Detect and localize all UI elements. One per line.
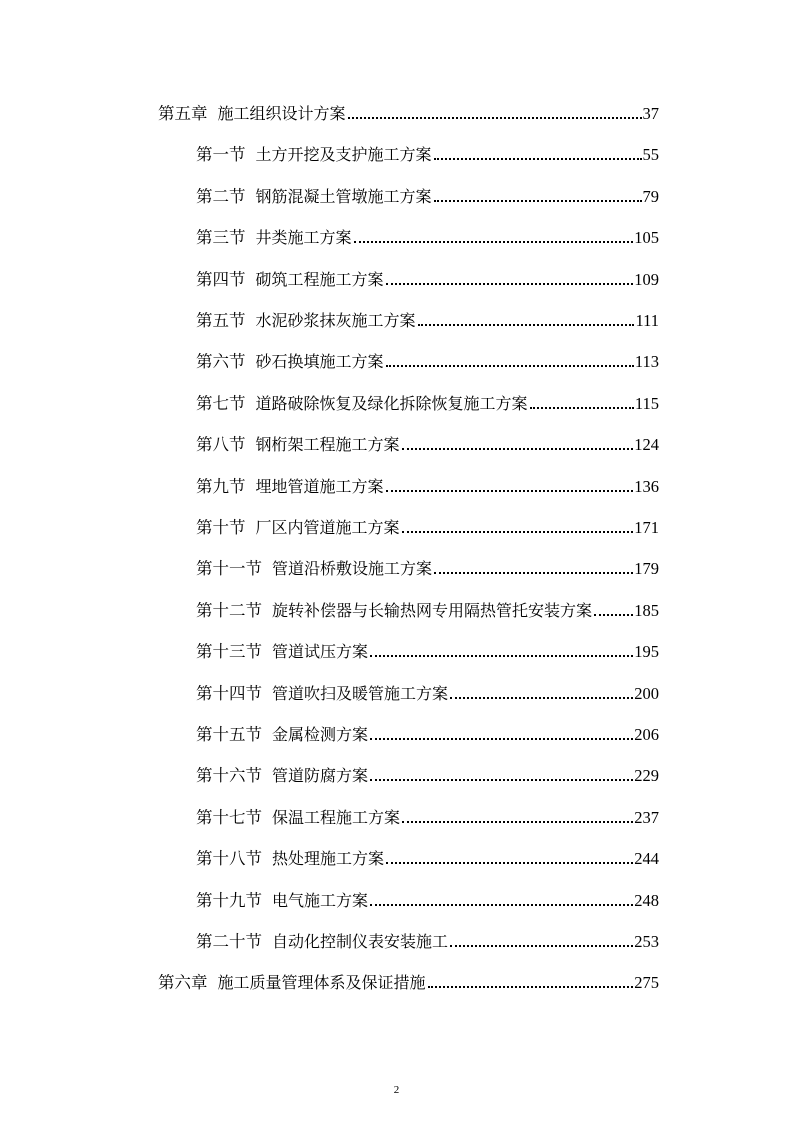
toc-entry-number: 第十五节 bbox=[196, 725, 262, 744]
toc-entry-number: 第五章 bbox=[158, 104, 208, 123]
toc-section-entry[interactable] bbox=[196, 674, 659, 704]
toc-entry-title: 土方开挖及支护施工方案 bbox=[255, 145, 432, 165]
toc-leader-dots bbox=[402, 821, 633, 823]
toc-entry-number: 第六节 bbox=[196, 352, 246, 372]
toc-entry-page: 124 bbox=[634, 435, 659, 455]
toc-section-entry[interactable] bbox=[196, 425, 659, 455]
toc-leader-dots bbox=[370, 779, 633, 781]
toc-leader-dots bbox=[428, 986, 634, 988]
toc-entry-page: 253 bbox=[634, 932, 659, 951]
toc-entry-title: 钢桁架工程施工方案 bbox=[255, 435, 400, 455]
toc-entry-page: 136 bbox=[634, 476, 659, 496]
toc-entry-title: 井类施工方案 bbox=[255, 228, 352, 248]
toc-entry-title: 管道试压方案 bbox=[272, 642, 369, 662]
toc-entry-title: 施工组织设计方案 bbox=[217, 104, 346, 123]
toc-leader-dots bbox=[450, 945, 633, 947]
toc-section-entry[interactable] bbox=[196, 549, 659, 579]
toc-entry-number: 第四节 bbox=[196, 269, 246, 289]
toc-entry-title: 水泥砂浆抹灰施工方案 bbox=[255, 311, 416, 330]
toc-entry-title: 金属检测方案 bbox=[272, 725, 369, 744]
toc-section-entry[interactable] bbox=[196, 508, 659, 538]
toc-leader-dots bbox=[434, 572, 633, 574]
page-number: 2 bbox=[393, 1084, 400, 1096]
toc-entry-page: 275 bbox=[634, 973, 659, 993]
toc-section-entry[interactable] bbox=[196, 798, 659, 828]
toc-entry-title: 电气施工方案 bbox=[272, 890, 369, 910]
toc-section-entry[interactable] bbox=[196, 301, 659, 331]
toc-entry-number: 第十八节 bbox=[196, 849, 262, 869]
toc-entry-number: 第十二节 bbox=[196, 600, 262, 620]
toc-entry-page: 200 bbox=[634, 683, 659, 703]
toc-section-entry[interactable] bbox=[196, 922, 659, 952]
toc-entry-title: 埋地管道施工方案 bbox=[255, 476, 384, 496]
toc-section-entry[interactable] bbox=[196, 177, 659, 207]
toc-entry-title: 钢筋混凝土管墩施工方案 bbox=[255, 186, 432, 206]
toc-entry-title: 自动化控制仪表安装施工 bbox=[272, 932, 449, 951]
toc-entry-title: 管道沿桥敷设施工方案 bbox=[272, 559, 433, 579]
toc-entry-title: 道路破除恢复及绿化拆除恢复施工方案 bbox=[255, 393, 528, 413]
toc-leader-dots bbox=[386, 490, 634, 492]
toc-entry-title: 施工质量管理体系及保证措施 bbox=[217, 973, 426, 993]
toc-entry-number: 第十三节 bbox=[196, 642, 262, 662]
toc-leader-dots bbox=[418, 324, 635, 326]
toc-entry-page: 111 bbox=[635, 311, 659, 330]
toc-leader-dots bbox=[370, 655, 633, 657]
toc-entry-page: 185 bbox=[634, 600, 659, 620]
toc-section-entry[interactable] bbox=[196, 135, 659, 165]
toc-leader-dots bbox=[450, 697, 633, 699]
toc-entry-number: 第六章 bbox=[158, 973, 208, 993]
toc-entry-title: 管道防腐方案 bbox=[272, 766, 369, 786]
toc-entry-number: 第一节 bbox=[196, 145, 246, 165]
toc-entry-page: 179 bbox=[634, 559, 659, 579]
toc-entry-title: 保温工程施工方案 bbox=[272, 807, 401, 827]
toc-entry-number: 第十六节 bbox=[196, 766, 262, 786]
toc-entry-number: 第二十节 bbox=[196, 932, 262, 951]
toc-entry-number: 第十四节 bbox=[196, 683, 262, 703]
toc-leader-dots bbox=[594, 614, 633, 616]
toc-section-entry[interactable] bbox=[196, 467, 659, 497]
toc-entry-title: 厂区内管道施工方案 bbox=[255, 518, 400, 537]
toc-entry-title: 管道吹扫及暖管施工方案 bbox=[272, 683, 449, 703]
toc-entry-page: 37 bbox=[642, 104, 659, 123]
toc-section-entry[interactable] bbox=[196, 342, 659, 372]
toc-entry-number: 第十七节 bbox=[196, 807, 262, 827]
toc-section-entry[interactable] bbox=[196, 881, 659, 911]
toc-entry-page: 206 bbox=[634, 725, 659, 744]
toc-entry-number: 第十一节 bbox=[196, 559, 262, 579]
toc-section-entry[interactable] bbox=[196, 384, 659, 414]
toc-entry-page: 229 bbox=[634, 766, 659, 786]
toc-entry-number: 第五节 bbox=[196, 311, 246, 330]
toc-section-entry[interactable] bbox=[196, 632, 659, 662]
toc-leader-dots bbox=[386, 283, 634, 285]
toc-chapter-entry[interactable] bbox=[158, 94, 659, 124]
toc-entry-number: 第三节 bbox=[196, 228, 246, 248]
toc-chapter-entry[interactable] bbox=[158, 963, 659, 993]
toc-leader-dots bbox=[370, 738, 633, 740]
toc-entry-page: 55 bbox=[642, 145, 659, 165]
toc-leader-dots bbox=[434, 200, 642, 202]
toc-section-entry[interactable] bbox=[196, 839, 659, 869]
toc-entry-page: 105 bbox=[634, 228, 659, 248]
toc-entry-page: 248 bbox=[634, 890, 659, 910]
toc-entry-page: 237 bbox=[634, 807, 659, 827]
toc-leader-dots bbox=[348, 117, 642, 119]
toc-leader-dots bbox=[370, 904, 633, 906]
toc-section-entry[interactable] bbox=[196, 756, 659, 786]
toc-section-entry[interactable] bbox=[196, 715, 659, 745]
toc-entry-page: 113 bbox=[634, 352, 659, 372]
toc-leader-dots bbox=[386, 862, 633, 864]
toc-section-entry[interactable] bbox=[196, 591, 659, 621]
toc-entry-title: 砌筑工程施工方案 bbox=[255, 269, 384, 289]
toc-entry-title: 砂石换填施工方案 bbox=[255, 352, 384, 372]
toc-entry-page: 109 bbox=[634, 269, 659, 289]
toc-leader-dots bbox=[354, 241, 634, 243]
toc-leader-dots bbox=[434, 158, 642, 160]
toc-entry-page: 171 bbox=[634, 518, 659, 537]
toc-entry-page: 244 bbox=[634, 849, 659, 869]
toc-entry-title: 旋转补偿器与长输热网专用隔热管托安装方案 bbox=[272, 600, 593, 620]
toc-leader-dots bbox=[402, 531, 634, 533]
toc-leader-dots bbox=[402, 448, 634, 450]
toc-entry-number: 第二节 bbox=[196, 186, 246, 206]
toc-entry-number: 第八节 bbox=[196, 435, 246, 455]
toc-entry-page: 195 bbox=[634, 642, 659, 662]
toc-leader-dots bbox=[530, 407, 634, 409]
toc-leader-dots bbox=[386, 365, 634, 367]
toc-entry-title: 热处理施工方案 bbox=[272, 849, 385, 869]
toc-entry-number: 第十九节 bbox=[196, 890, 262, 910]
toc-entry-number: 第七节 bbox=[196, 393, 246, 413]
toc-entry-page: 115 bbox=[634, 393, 659, 413]
toc-entry-number: 第十节 bbox=[196, 518, 246, 537]
toc-section-entry[interactable] bbox=[196, 218, 659, 248]
toc-section-entry[interactable] bbox=[196, 260, 659, 290]
toc-entry-page: 79 bbox=[642, 186, 659, 206]
toc-entry-number: 第九节 bbox=[196, 476, 246, 496]
